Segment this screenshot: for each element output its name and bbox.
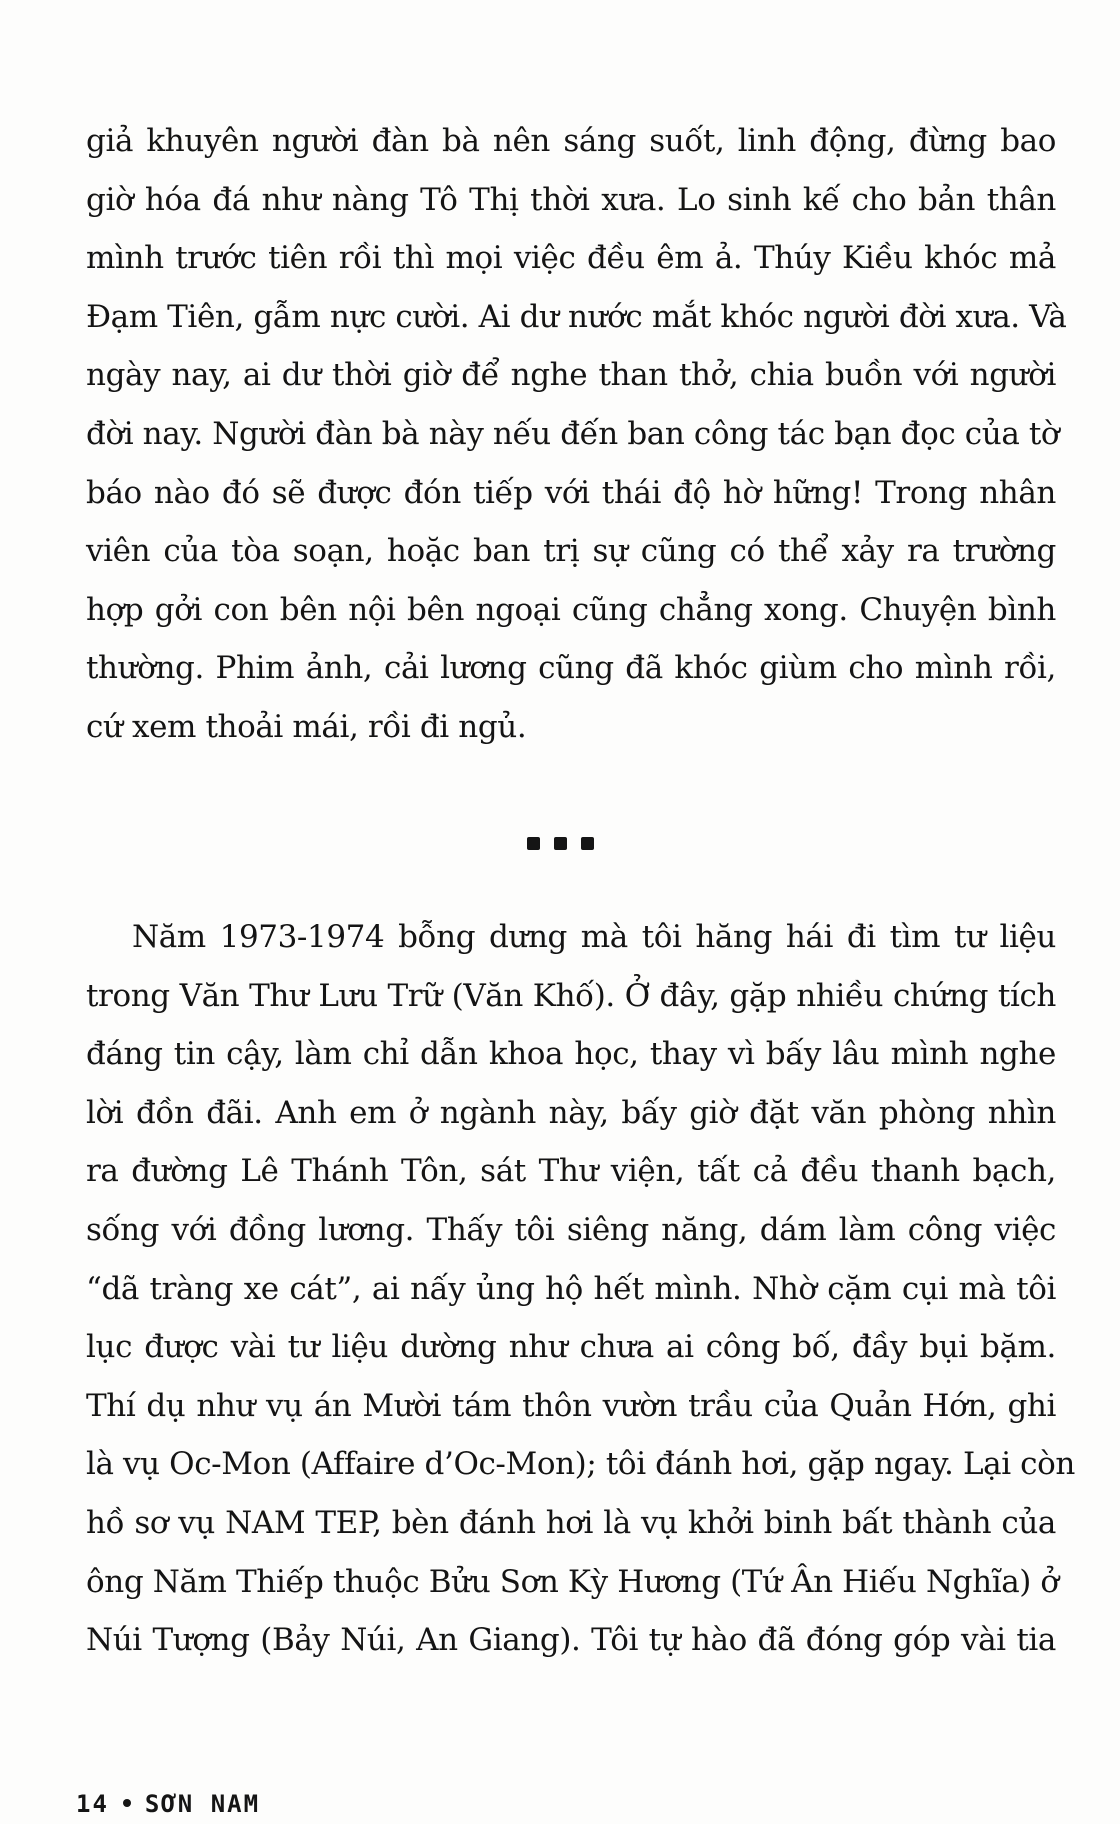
text-line: viên của tòa soạn, hoặc ban trị sự cũng có thể xảy ra trường	[86, 533, 1056, 570]
separator-dot	[581, 837, 594, 850]
text-line: ông Năm Thiếp thuộc Bửu Sơn Kỳ Hương (Tứ Ân Hiếu Nghĩa) ở	[86, 1563, 1059, 1600]
text-line: hồ sơ vụ NAM TEP, bèn đánh hơi là vụ khởi binh bất thành của	[86, 1504, 1056, 1541]
text-line: trong Văn Thư Lưu Trữ (Văn Khố). Ở đây, gặp nhiều chứng tích	[86, 977, 1056, 1014]
text-line: lục được vài tư liệu dường như chưa ai công bố, đầy bụi bặm.	[86, 1329, 1056, 1366]
paragraph-1	[86, 112, 1067, 757]
text-line: Núi Tượng (Bảy Núi, An Giang). Tôi tự hào đã đóng góp vài tia	[86, 1622, 1056, 1659]
text-line: Đạm Tiên, gẫm nực cười. Ai dư nước mắt khóc người đời xưa. Và	[86, 298, 1067, 335]
text-line: Thí dụ như vụ án Mười tám thôn vườn trầu của Quản Hớn, ghi	[86, 1387, 1056, 1424]
text-line: đáng tin cậy, làm chỉ dẫn khoa học, thay vì bấy lâu mình nghe	[86, 1036, 1056, 1073]
text-line: cứ xem thoải mái, rồi đi ngủ.	[86, 708, 527, 745]
author-name: SƠN NAM	[144, 1790, 261, 1818]
text-line: mình trước tiên rồi thì mọi việc đều êm ả. Thúy Kiều khóc mả	[86, 240, 1056, 277]
separator-dot	[554, 837, 567, 850]
text-line: Năm 1973-1974 bỗng dưng mà tôi hăng hái đi tìm tư liệu	[132, 919, 1056, 955]
text-line: ngày nay, ai dư thời giờ để nghe than thở, chia buồn với người	[86, 357, 1056, 394]
text-line: giờ hóa đá như nàng Tô Thị thời xưa. Lo sinh kế cho bản thân	[86, 181, 1056, 218]
paragraph-2	[86, 908, 1075, 1670]
section-separator	[0, 837, 1120, 850]
separator-dot	[527, 837, 540, 850]
text-line: giả khuyên người đàn bà nên sáng suốt, linh động, đừng bao	[86, 123, 1056, 159]
footer-bullet-icon	[123, 1799, 131, 1807]
page-number: 14	[76, 1790, 109, 1818]
text-line: lời đồn đãi. Anh em ở ngành này, bấy giờ đặt văn phòng nhìn	[86, 1094, 1056, 1131]
text-line: thường. Phim ảnh, cải lương cũng đã khóc giùm cho mình rồi,	[86, 650, 1056, 687]
text-line: đời nay. Người đàn bà này nếu đến ban công tác bạn đọc của tờ	[86, 415, 1060, 452]
text-line: là vụ Oc-Mon (Affaire d’Oc-Mon); tôi đánh hơi, gặp ngay. Lại còn	[86, 1446, 1075, 1483]
text-line: hợp gởi con bên nội bên ngoại cũng chẳng xong. Chuyện bình	[86, 591, 1056, 628]
text-line: “dã tràng xe cát”, ai nấy ủng hộ hết mình. Nhờ cặm cụi mà tôi	[86, 1270, 1056, 1307]
text-line: báo nào đó sẽ được đón tiếp với thái độ hờ hững! Trong nhân	[86, 474, 1056, 511]
text-line: sống với đồng lương. Thấy tôi siêng năng, dám làm công việc	[86, 1211, 1056, 1248]
text-line: ra đường Lê Thánh Tôn, sát Thư viện, tất cả đều thanh bạch,	[86, 1153, 1056, 1190]
page-footer	[76, 1790, 260, 1818]
